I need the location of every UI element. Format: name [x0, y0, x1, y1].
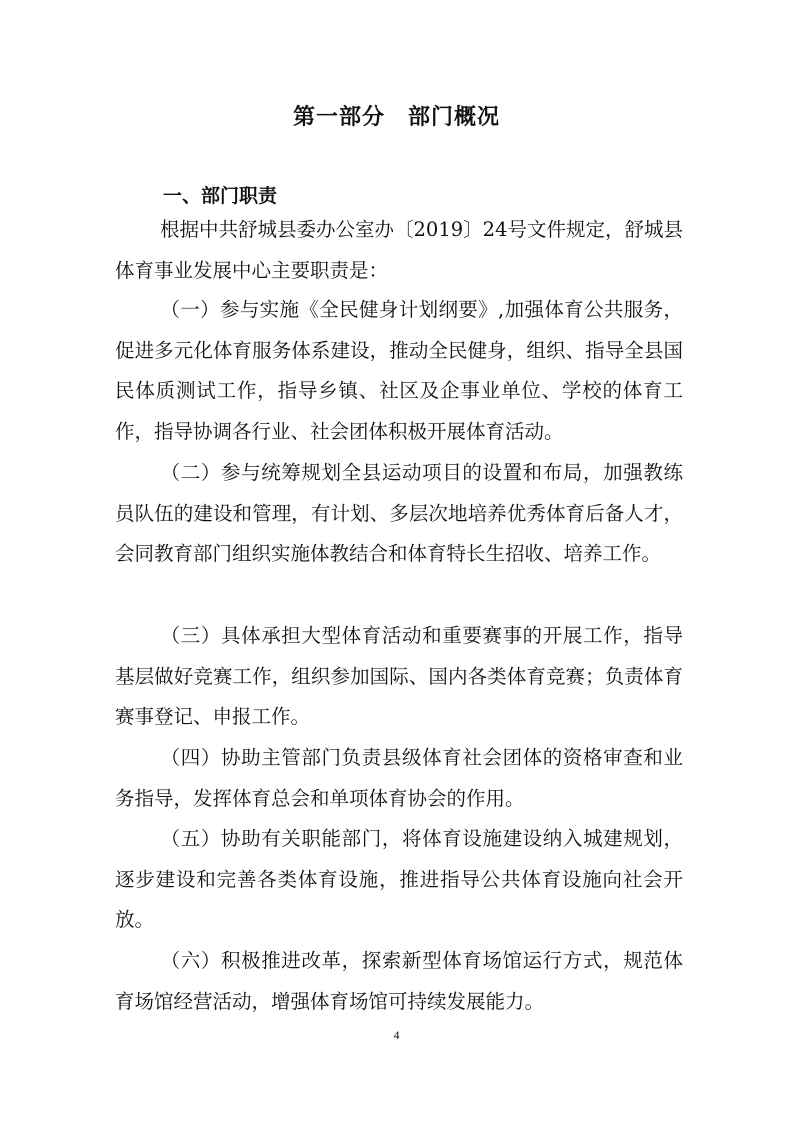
paragraph-duty-6	[115, 941, 683, 1022]
page-title: 第一部分 部门概况	[292, 105, 500, 130]
paragraph-duty-4-text: （四）协助主管部门负责县级体育社会团体的资格审查和业务指导，发挥体育总会和单项体育协会的作用。	[115, 746, 683, 810]
paragraph-duty-1-text: （一）参与实施《全民健身计划纲要》,加强体育公共服务，促进多元化体育服务体系建设，推动全民健身，组织、指导全县国民体质测试工作，指导乡镇、社区及企事业单位、学校的体育工作，指导协调各行业、社会团体积极开展体育活动。	[115, 298, 683, 443]
page-number: 4	[393, 1028, 400, 1042]
paragraph-duty-5-text: （五）协助有关职能部门，将体育设施建设纳入城建规划，逐步建设和完善各类体育设施，推进指导公共体育设施向社会开放。	[115, 827, 683, 931]
paragraph-duty-4	[115, 738, 683, 819]
paragraph-duty-6-text: （六）积极推进改革，探索新型体育场馆运行方式，规范体育场馆经营活动，增强体育场馆可持续发展能力。	[115, 949, 683, 1013]
paragraph-duty-2	[115, 453, 683, 575]
paragraph-duty-3-text: （三）具体承担大型体育活动和重要赛事的开展工作，指导基层做好竞赛工作，组织参加国际、国内各类体育竞赛；负责体育赛事登记、申报工作。	[115, 624, 683, 728]
paragraph-intro	[115, 210, 683, 291]
paragraph-intro-text: 根据中共舒城县委办公室办〔2019〕24号文件规定，舒城县体育事业发展中心主要职责是：	[115, 218, 683, 282]
paragraph-duty-5	[115, 819, 683, 941]
paragraph-duty-3	[115, 616, 683, 738]
paragraph-duty-2-text: （二）参与统筹规划全县运动项目的设置和布局，加强教练员队伍的建设和管理，有计划、多层次地培养优秀体育后备人才，会同教育部门组织实施体教结合和体育特长生招收、培养工作。	[115, 461, 683, 565]
paragraph-duty-1	[115, 290, 683, 452]
section-heading: 一、部门职责	[163, 185, 278, 207]
